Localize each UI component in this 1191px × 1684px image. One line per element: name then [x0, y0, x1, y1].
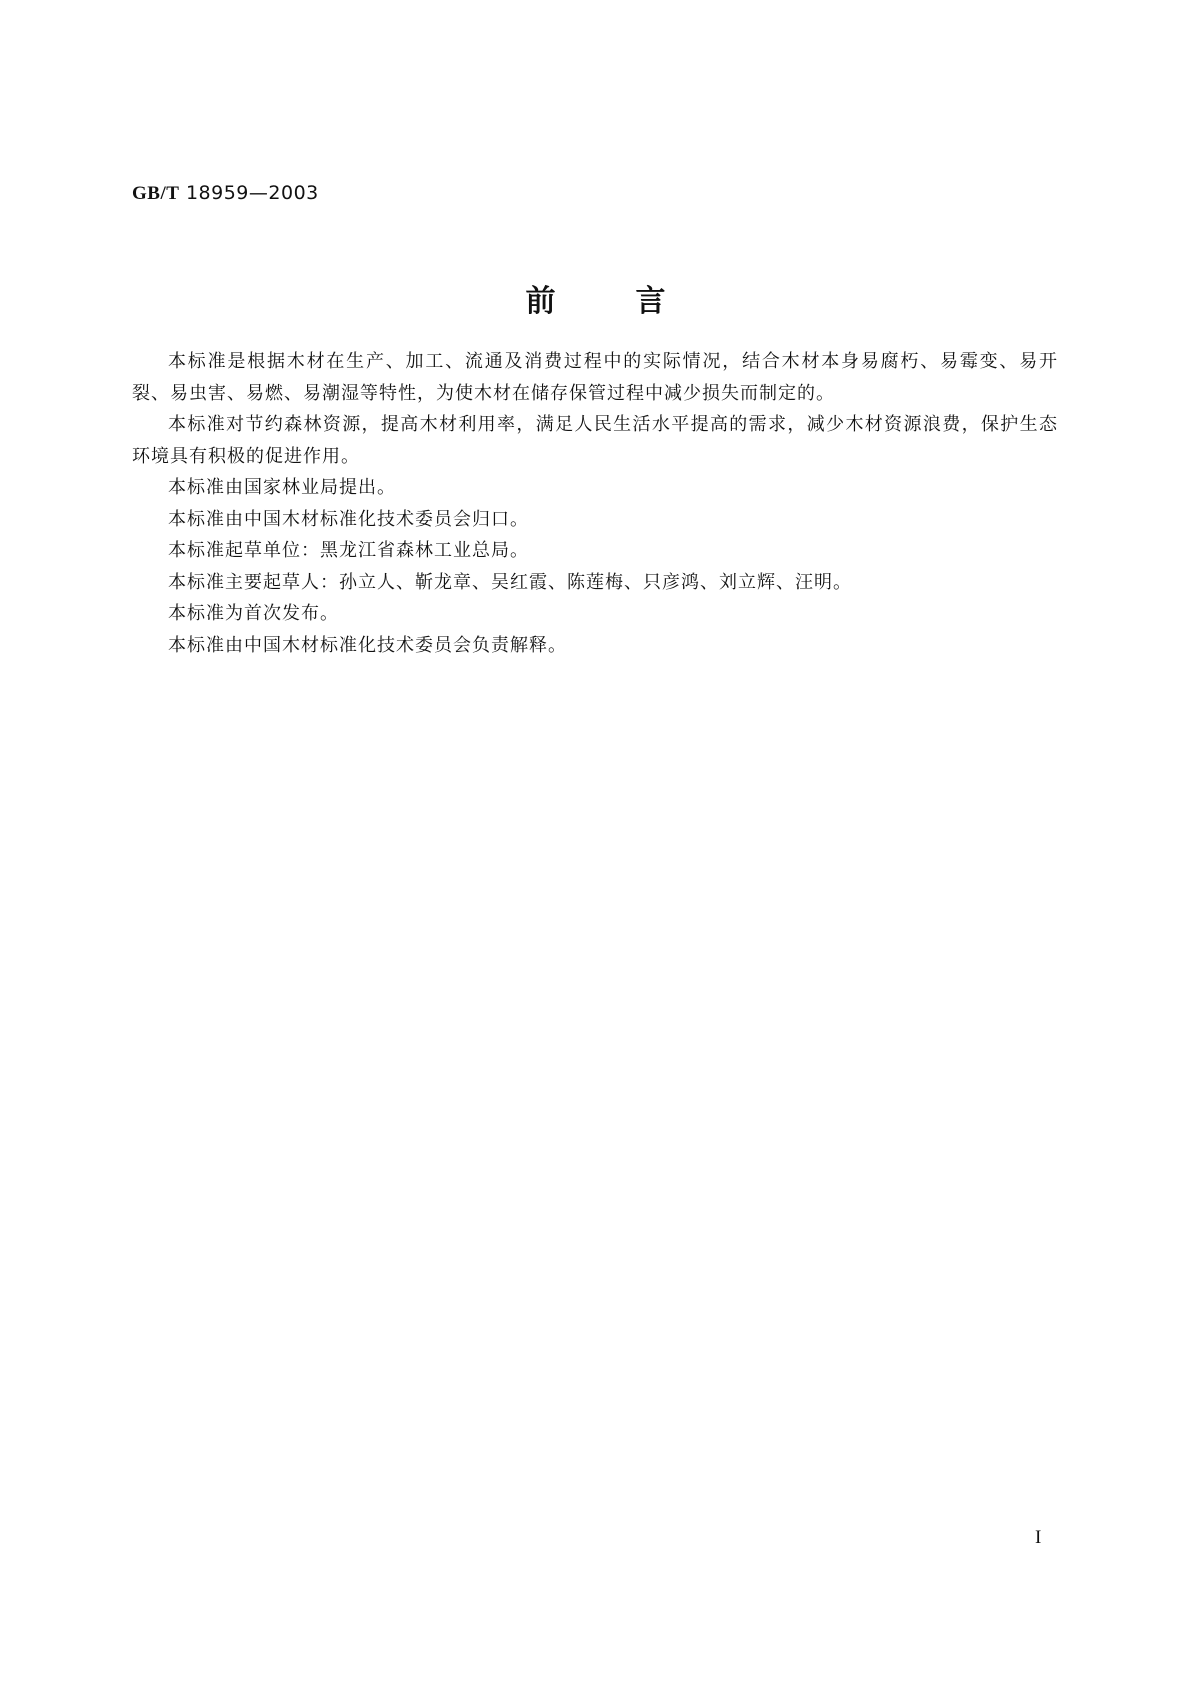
standard-code — [132, 182, 319, 205]
paragraph: 本标准由中国木材标准化技术委员会归口。 — [168, 508, 529, 530]
standard-code-prefix: GB/T — [132, 183, 180, 204]
standard-code-number: 18959—2003 — [185, 182, 319, 204]
paragraph: 本标准是根据木材在生产、加工、流通及消费过程中的实际情况，结合木材本身易腐朽、易霉变、易开裂、易虫害、易燃、易潮湿等特性，为使木材在储存保管过程中减少损失而制定的。 — [132, 351, 1058, 404]
paragraph: 本标准为首次发布。 — [168, 603, 339, 624]
paragraph: 本标准起草单位：黑龙江省森林工业总局。 — [168, 540, 529, 561]
paragraph: 本标准由中国木材标准化技术委员会负责解释。 — [168, 634, 567, 656]
page-number: I — [1035, 1527, 1042, 1548]
page-title: 前言 — [525, 284, 746, 319]
paragraph: 本标准主要起草人：孙立人、靳龙章、吴红霞、陈莲梅、只彦鸿、刘立辉、汪明。 — [168, 571, 852, 593]
paragraph: 本标准对节约森林资源，提高木材利用率，满足人民生活水平提高的需求，减少木材资源浪费，保护生态环境具有积极的促进作用。 — [132, 414, 1058, 467]
foreword-body — [132, 346, 1058, 661]
paragraph: 本标准由国家林业局提出。 — [168, 477, 396, 498]
